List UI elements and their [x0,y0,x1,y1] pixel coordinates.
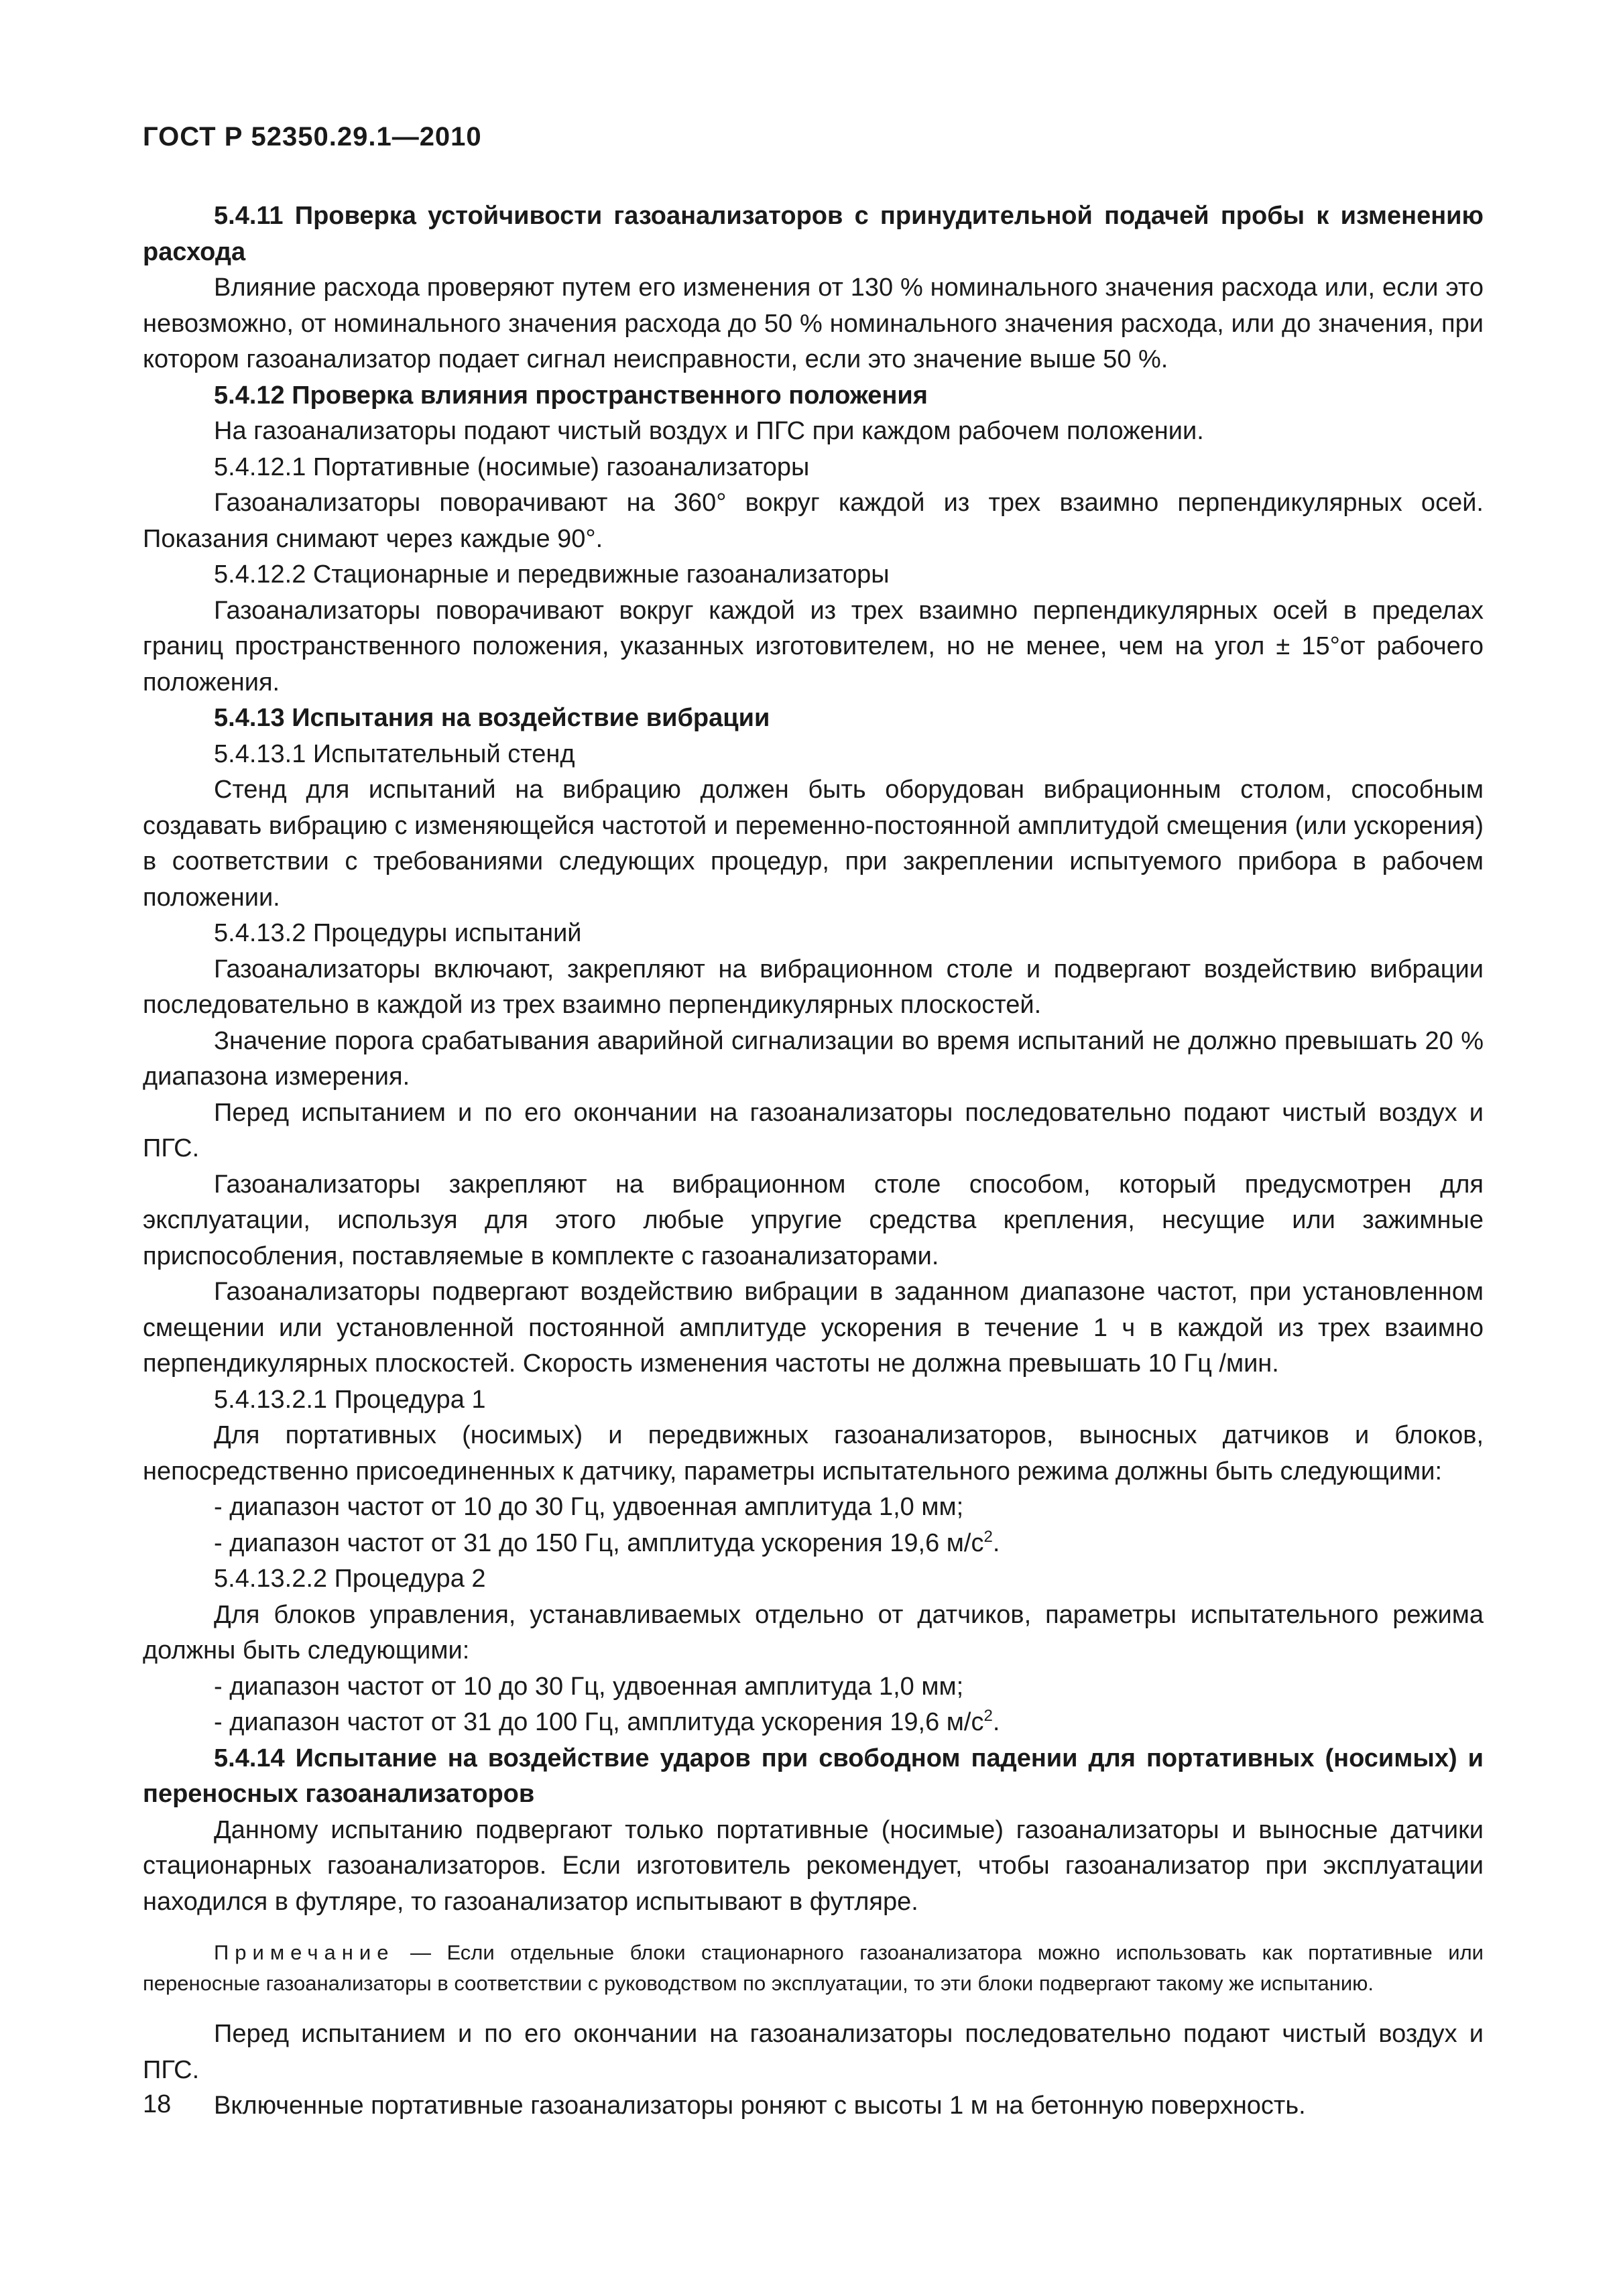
paragraph-5-4-12-2 [143,557,1484,593]
paragraph-5-4-13-2-2-body [143,1597,1484,1669]
paragraph-5-4-12-1 [143,450,1484,486]
paragraph-text: Влияние расхода проверяют путем его изменения от 130 % номинального значения расхода или, если это невозможно, от номинального значения расхода до 50 % номинального значения расхода, или до значения, при котором газоанализатор подает сигнал неисправности, если это значение выше 50 %. [143,274,1484,373]
paragraph-5-4-13-2-body-3 [143,1095,1484,1167]
paragraph-after-note-2 [143,2088,1484,2124]
paragraph-5-4-11 [143,198,1484,270]
paragraph-5-4-13-2-body-4 [143,1167,1484,1275]
note-label: Примечание [214,1941,395,1964]
paragraph-text: 5.4.12 Проверка влияния пространственного положения [214,381,928,410]
paragraph-5-4-13-2-2 [143,1561,1484,1597]
paragraph-5-4-13-2-body-2 [143,1024,1484,1095]
paragraph-suffix: . [992,1708,1000,1736]
document-header: ГОСТ Р 52350.29.1—2010 [143,122,482,152]
paragraph-text: 5.4.13.2 Процедуры испытаний [214,919,582,947]
paragraph-text: 5.4.13.2.1 Процедура 1 [214,1385,486,1414]
paragraph-text: 5.4.14 Испытание на воздействие ударов при свободном падении для портативных (носимых) и переносных газоанализаторов [143,1744,1484,1808]
paragraph-text: 5.4.12.2 Стационарные и передвижные газоанализаторы [214,560,890,589]
paragraph-5-4-12 [143,378,1484,414]
paragraph-5-4-13-2-1-item-2 [143,1526,1484,1562]
paragraph-5-4-13-2-1 [143,1382,1484,1418]
paragraph-text: Значение порога срабатывания аварийной сигнализации во время испытаний не должно превышать 20 % диапазона измерения. [143,1026,1484,1091]
paragraph-5-4-13-2-1-body [143,1418,1484,1490]
paragraph-5-4-12-body [143,414,1484,450]
paragraph-5-4-12-1-body [143,485,1484,557]
paragraph-5-4-14-body [143,1813,1484,1921]
paragraph-text: - диапазон частот от 31 до 100 Гц, амплитуда ускорения 19,6 м/с [214,1708,984,1736]
paragraph-text: 5.4.13.1 Испытательный стенд [214,739,575,768]
paragraph-5-4-12-2-body [143,593,1484,701]
paragraph-5-4-13-1-body [143,772,1484,916]
superscript: 2 [983,1707,993,1725]
paragraph-text: - диапазон частот от 10 до 30 Гц, удвоенная амплитуда 1,0 мм; [214,1493,964,1521]
paragraph-5-4-13 [143,701,1484,737]
superscript: 2 [983,1527,993,1546]
paragraph-5-4-13-2-1-item-1 [143,1490,1484,1526]
paragraph-5-4-11-body [143,270,1484,378]
paragraph-text: 5.4.13.2.2 Процедура 2 [214,1565,486,1593]
paragraph-text: 5.4.13 Испытания на воздействие вибрации [214,704,770,732]
document-body [143,198,1484,2124]
paragraph-text: Газоанализаторы поворачивают вокруг каждой из трех взаимно перпендикулярных осей в пределах границ пространственного положения, указанных изготовителем, но не менее, чем на угол ± 15°от рабочего положения. [143,596,1484,697]
paragraph-text: 5.4.12.1 Портативные (носимые) газоанализаторы [214,452,810,481]
paragraph-text: На газоанализаторы подают чистый воздух и ПГС при каждом рабочем положении. [214,417,1204,445]
note [143,1937,1484,1999]
paragraph-text: Газоанализаторы закрепляют на вибрационном столе способом, который предусмотрен для эксплуатации, используя для этого любые упругие средства крепления, несущие или зажимные приспособления, поставляемые в комплекте с газоанализаторами. [143,1170,1484,1270]
paragraph-5-4-13-2 [143,916,1484,952]
paragraph-text: Стенд для испытаний на вибрацию должен быть оборудован вибрационным столом, способным создавать вибрацию с изменяющейся частотой и переменно-постоянной амплитудой смещения (или ускорения) в соответствии с требованиями следующих процедур, при закреплении испытуемого прибора в рабочем положении. [143,776,1484,912]
paragraph-text: Для блоков управления, устанавливаемых отдельно от датчиков, параметры испытательного режима должны быть следующими: [143,1600,1484,1665]
paragraph-text: Газоанализаторы поворачивают на 360° вокруг каждой из трех взаимно перпендикулярных осей. Показания снимают через каждые 90°. [143,489,1484,553]
paragraph-text: - диапазон частот от 31 до 150 Гц, амплитуда ускорения 19,6 м/с [214,1528,984,1557]
paragraph-text: 5.4.11 Проверка устойчивости газоанализаторов с принудительной подачей пробы к изменению расхода [143,202,1484,266]
paragraph-text: Данному испытанию подвергают только портативные (носимые) газоанализаторы и выносные датчики стационарных газоанализаторов. Если изготовитель рекомендует, чтобы газоанализатор при эксплуатации находился в футляре, то газоанализатор испытывают в футляре. [143,1815,1484,1916]
paragraph-text: Перед испытанием и по его окончании на газоанализаторы последовательно подают чистый воздух и ПГС. [143,2020,1484,2084]
paragraph-text: Включенные портативные газоанализаторы роняют с высоты 1 м на бетонную поверхность. [214,2092,1306,2120]
paragraph-list [143,198,1484,1920]
paragraph-suffix: . [992,1528,1000,1557]
paragraph-text: Газоанализаторы включают, закрепляют на вибрационном столе и подвергают воздействию вибрации последовательно в каждой из трех взаимно перпендикулярных плоскостей. [143,955,1484,1019]
paragraph-text: Перед испытанием и по его окончании на газоанализаторы последовательно подают чистый воздух и ПГС. [143,1098,1484,1162]
after-note-list [143,2016,1484,2124]
paragraph-5-4-13-2-body-1 [143,952,1484,1024]
paragraph-text: - диапазон частот от 10 до 30 Гц, удвоенная амплитуда 1,0 мм; [214,1672,964,1701]
page-number: 18 [143,2090,172,2118]
paragraph-text: Для портативных (носимых) и передвижных газоанализаторов, выносных датчиков и блоков, непосредственно присоединенных к датчику, параметры испытательного режима должны быть следующими: [143,1421,1484,1486]
paragraph-5-4-13-2-2-item-1 [143,1669,1484,1705]
note-text: — Если отдельные блоки стационарного газоанализатора можно использовать как портативные или переносные газоанализаторы в соответствии с руководством по эксплуатации, то эти блоки подвергают такому же испытанию. [143,1941,1484,1995]
paragraph-5-4-14 [143,1741,1484,1813]
paragraph-5-4-13-2-body-5 [143,1274,1484,1382]
paragraph-5-4-13-2-2-item-2 [143,1705,1484,1741]
paragraph-5-4-13-1 [143,737,1484,773]
paragraph-text: Газоанализаторы подвергают воздействию вибрации в заданном диапазоне частот, при установленном смещении или установленной постоянной амплитуде ускорения в течение 1 ч в каждой из трех взаимно перпендикулярных плоскостей. Скорость изменения частоты не должна превышать 10 Гц /мин. [143,1278,1484,1378]
paragraph-after-note-1 [143,2016,1484,2088]
